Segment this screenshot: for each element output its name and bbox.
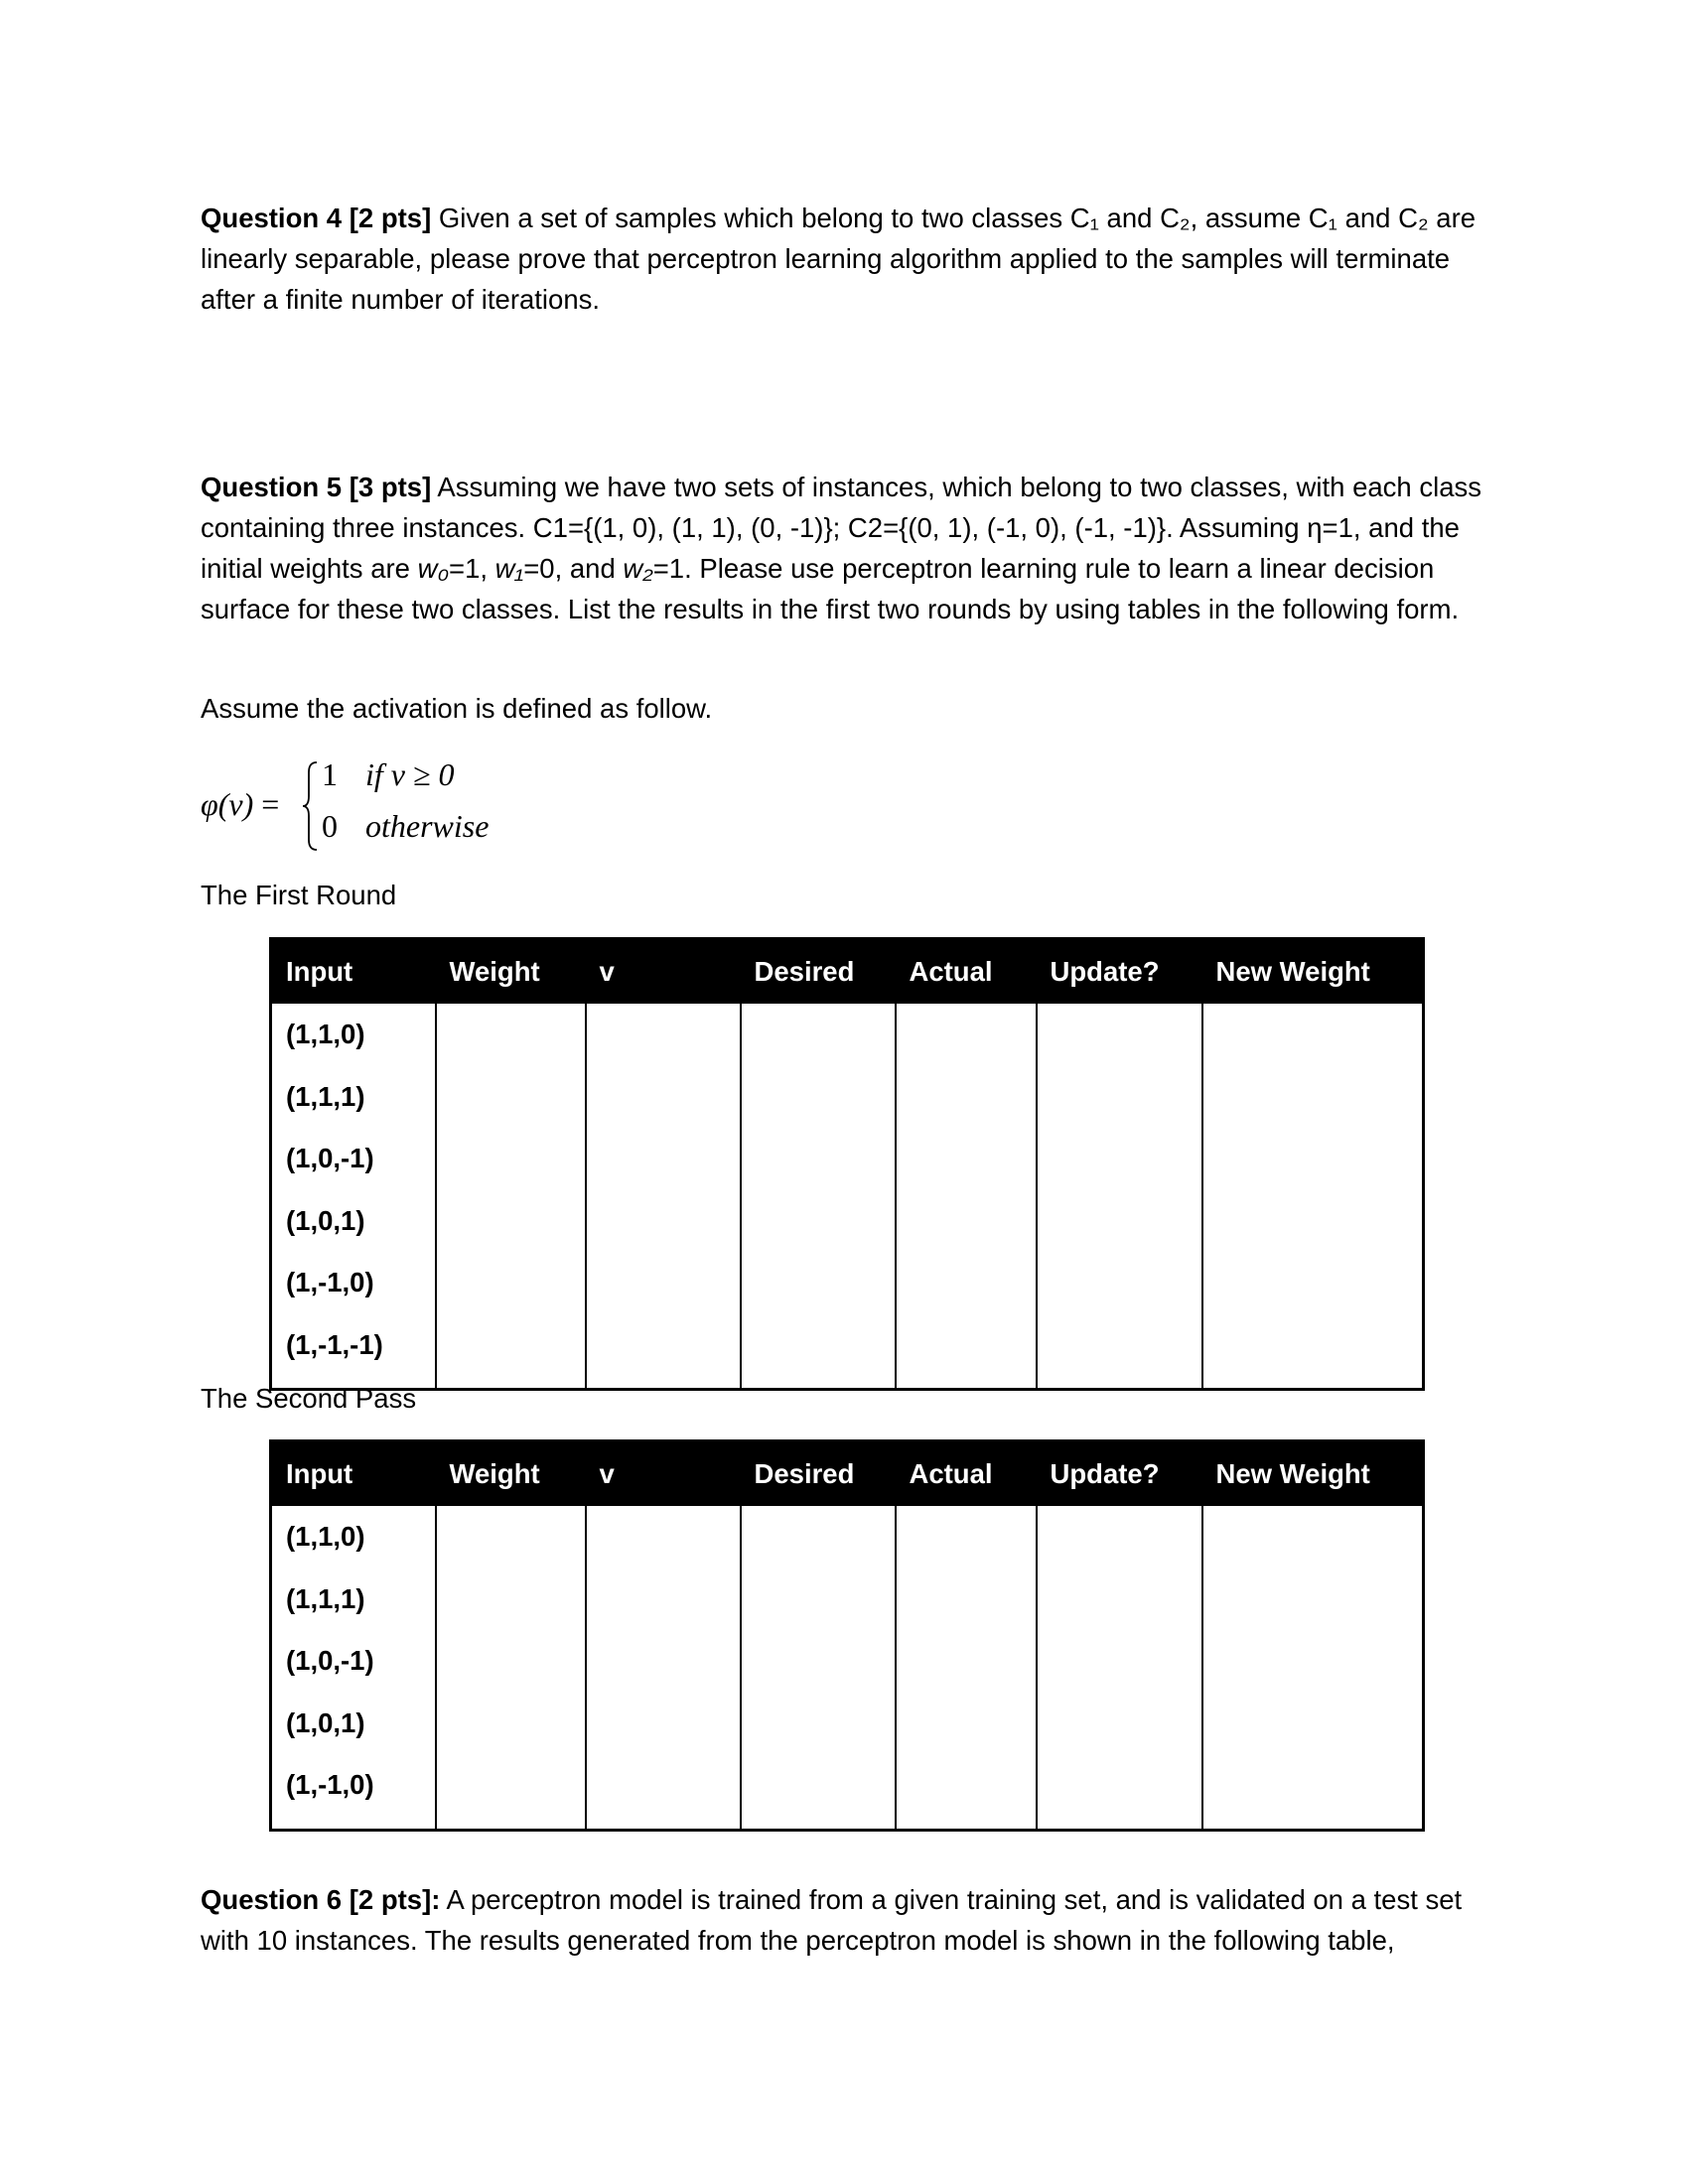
- question-5-text-a: Assuming we have two sets of instances, which belong to two classes, with each class containing three instances. C1={(1, 0), (1, 1), (0, -1)}; C2={(0, 1), (-1, 0), (-1, -1)}. Assuming η=1, and the initial weights are: [201, 472, 1481, 584]
- header-new-weight: New Weight: [1202, 939, 1424, 1005]
- input-cell: (1,0,1): [286, 1706, 365, 1738]
- header-update: Update?: [1037, 1441, 1202, 1507]
- v-column-cell[interactable]: [586, 1004, 741, 1390]
- weight-column-cell[interactable]: [436, 1004, 586, 1390]
- table-header-row: [271, 1441, 1424, 1507]
- header-v: v: [586, 939, 741, 1005]
- table-header-row: [271, 939, 1424, 1005]
- second-pass-title: The Second Pass: [201, 1383, 417, 1414]
- header-weight: Weight: [436, 939, 586, 1005]
- formula-equals: =: [253, 786, 280, 822]
- formula-case-2-condition: otherwise: [365, 808, 490, 844]
- formula-case-2: [322, 808, 489, 845]
- header-update: Update?: [1037, 939, 1202, 1005]
- weight-w1: w₁: [494, 553, 524, 584]
- formula-phi: φ(v): [201, 786, 254, 822]
- question-6-text: A perceptron model is trained from a given training set, and is validated on a test set with 10 instances. The results generated from the perceptron model is shown in the following table,: [201, 1884, 1463, 1956]
- actual-column-cell[interactable]: [896, 1004, 1037, 1390]
- second-pass-table: [269, 1439, 1425, 1832]
- question-5-label: Question 5 [3 pts]: [201, 472, 432, 502]
- input-cell: (1,1,1): [286, 1080, 365, 1112]
- weight-w1-value: =0, and: [523, 553, 624, 584]
- input-cell: (1,0,-1): [286, 1645, 374, 1676]
- question-4-label: Question 4 [2 pts]: [201, 203, 432, 233]
- header-actual: Actual: [896, 939, 1037, 1005]
- formula-lhs: [201, 786, 279, 823]
- header-weight: Weight: [436, 1441, 586, 1507]
- weight-column-cell[interactable]: [436, 1506, 586, 1830]
- input-cell: (1,0,1): [286, 1204, 365, 1236]
- input-cell: (1,1,0): [286, 1521, 365, 1552]
- question-5: [201, 467, 1491, 629]
- table-body-row: [271, 1004, 1424, 1390]
- question-5-text-b: =1. Please use perceptron learning rule to learn a linear decision surface for these two classes. List the results in the first two rounds by using tables in the following form.: [201, 553, 1460, 624]
- header-desired: Desired: [741, 939, 896, 1005]
- input-cell: (1,1,1): [286, 1582, 365, 1614]
- header-input: Input: [271, 1441, 436, 1507]
- update-column-cell[interactable]: [1037, 1506, 1202, 1830]
- update-column-cell[interactable]: [1037, 1004, 1202, 1390]
- input-cell: (1,0,-1): [286, 1143, 374, 1173]
- formula-case-1-condition: if v ≥ 0: [365, 756, 455, 792]
- input-column: [271, 1004, 436, 1390]
- weight-w0-value: =1,: [449, 553, 495, 584]
- first-round-title: The First Round: [201, 880, 397, 910]
- weight-w0: w₀: [417, 553, 450, 584]
- actual-column-cell[interactable]: [896, 1506, 1037, 1830]
- header-new-weight: New Weight: [1202, 1441, 1424, 1507]
- header-desired: Desired: [741, 1441, 896, 1507]
- input-cell: (1,-1,0): [286, 1267, 374, 1297]
- weight-w2: w₂: [623, 553, 653, 584]
- input-cell: (1,1,0): [286, 1019, 365, 1049]
- activation-intro: Assume the activation is defined as follow.: [201, 693, 713, 724]
- formula-case-1-value: 1: [322, 756, 338, 792]
- formula-case-1: [322, 756, 455, 793]
- formula-case-2-value: 0: [322, 808, 338, 844]
- question-6-label: Question 6 [2 pts]:: [201, 1884, 441, 1915]
- question-6: [201, 1879, 1491, 1961]
- desired-column-cell[interactable]: [741, 1506, 896, 1830]
- desired-column-cell[interactable]: [741, 1004, 896, 1390]
- table-body-row: [271, 1506, 1424, 1830]
- activation-formula: [201, 751, 618, 860]
- new-weight-column-cell[interactable]: [1202, 1506, 1424, 1830]
- header-actual: Actual: [896, 1441, 1037, 1507]
- header-input: Input: [271, 939, 436, 1005]
- input-column: [271, 1506, 436, 1830]
- new-weight-column-cell[interactable]: [1202, 1004, 1424, 1390]
- first-round-table: [269, 937, 1425, 1391]
- v-column-cell[interactable]: [586, 1506, 741, 1830]
- question-4-text: Given a set of samples which belong to two classes C₁ and C₂, assume C₁ and C₂ are linearly separable, please prove that perceptron learning algorithm applied to the samples will terminate after a finite number of iterations.: [201, 203, 1477, 315]
- question-4: [201, 198, 1491, 320]
- input-cell: (1,-1,-1): [286, 1328, 383, 1360]
- curly-brace-icon: [302, 760, 318, 852]
- header-v: v: [586, 1441, 741, 1507]
- input-cell: (1,-1,0): [286, 1769, 374, 1800]
